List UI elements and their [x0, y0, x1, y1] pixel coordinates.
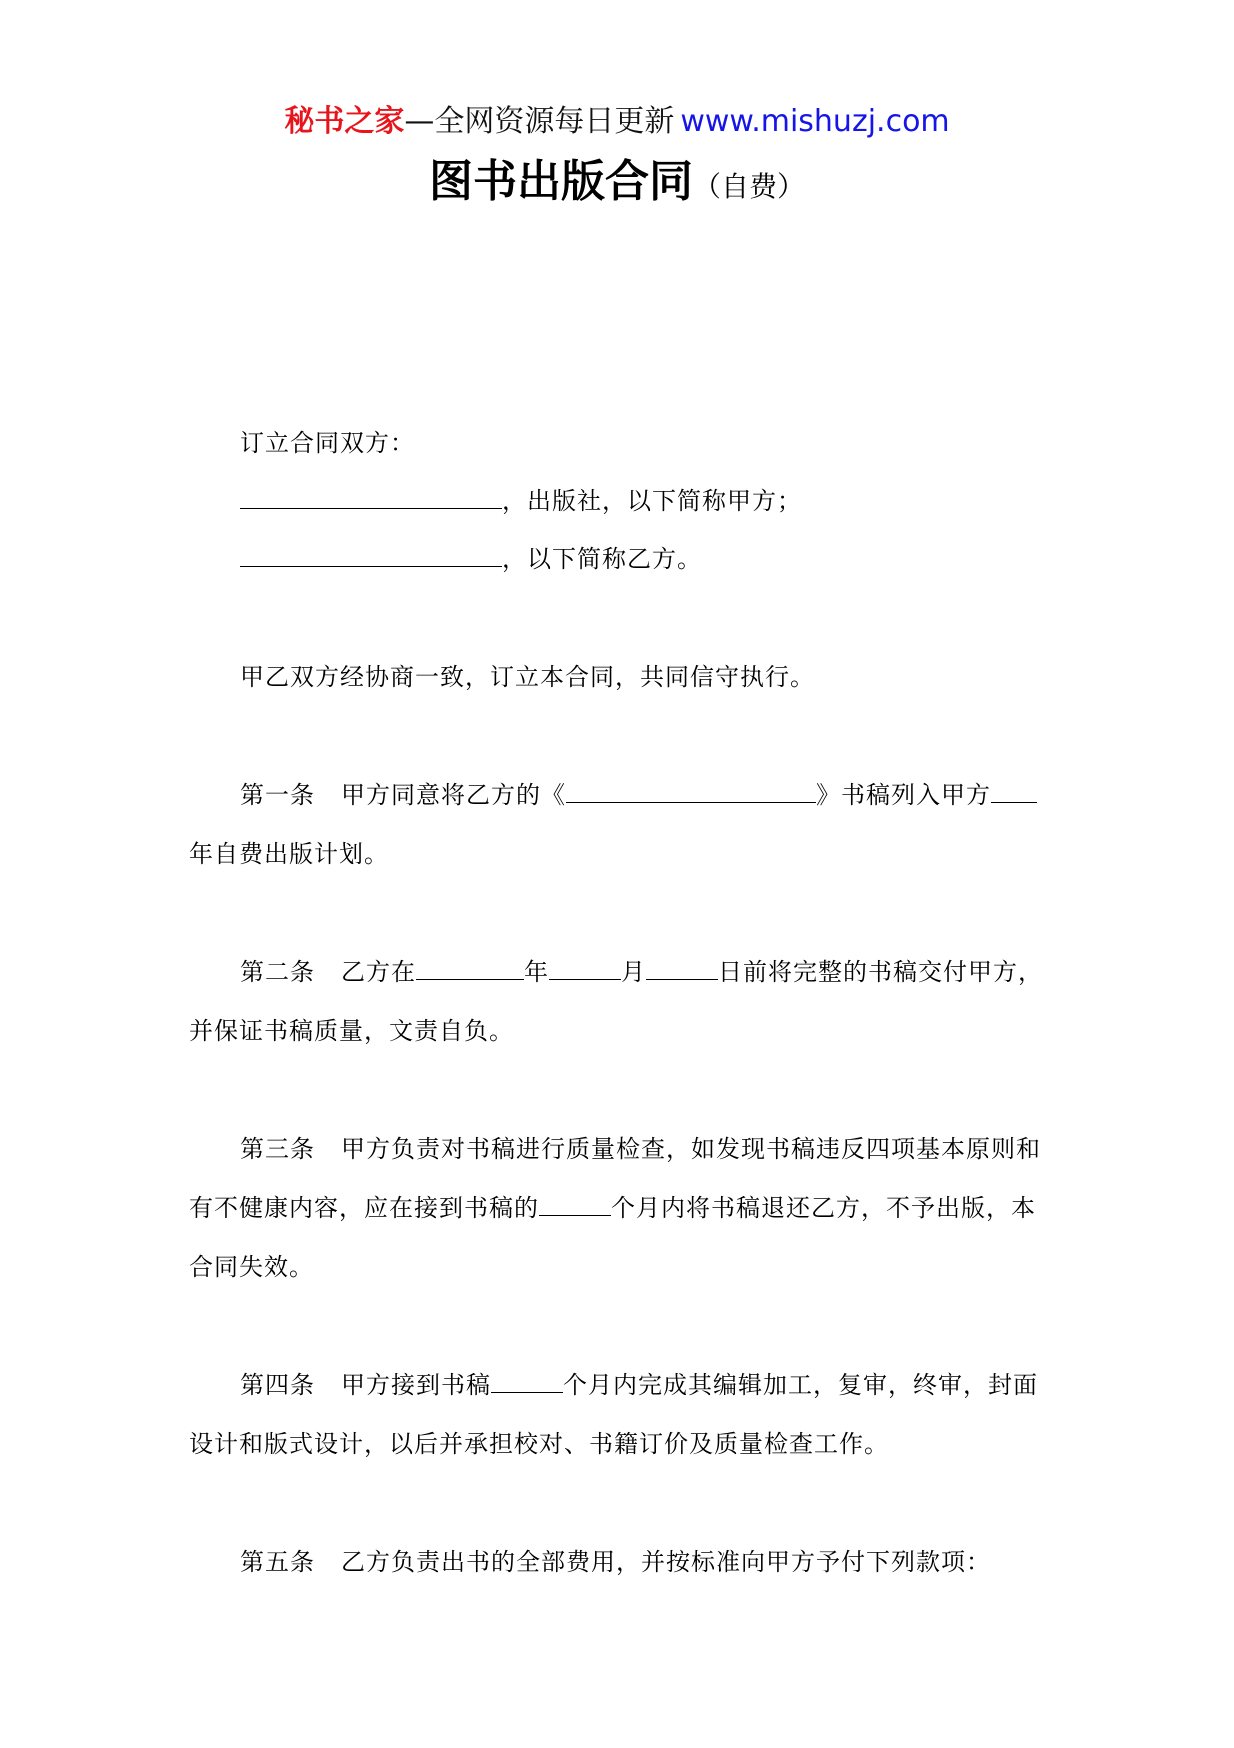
article-5-number: 第五条 — [240, 1548, 315, 1576]
delivery-day-blank — [646, 953, 718, 980]
return-months-blank — [539, 1189, 611, 1216]
party-a-blank — [240, 482, 502, 509]
party-b-line — [240, 530, 1096, 589]
article-2-text-3: 月 — [621, 958, 646, 986]
article-3-text-2: 有不健康内容，应在接到书稿的 — [189, 1194, 539, 1222]
year-blank — [991, 776, 1037, 803]
document-title — [0, 152, 1234, 212]
party-b-blank — [240, 540, 502, 567]
article-3-line-2 — [189, 1179, 1045, 1238]
article-1-text-2: 》书稿列入甲方 — [816, 781, 991, 809]
header-slogan: —全网资源每日更新 — [404, 104, 675, 139]
article-3-line-3: 合同失效。 — [189, 1253, 314, 1281]
article-2-line-1 — [240, 943, 1096, 1002]
article-2-text-1: 乙方在 — [341, 958, 416, 986]
article-5-text-1: 乙方负责出书的全部费用，并按标准向甲方予付下列款项： — [341, 1548, 991, 1576]
title-sub: （自费） — [692, 170, 805, 203]
article-3-text-3: 个月内将书稿退还乙方，不予出版，本 — [611, 1194, 1036, 1222]
party-b-suffix: ，以下简称乙方。 — [502, 545, 702, 573]
article-2-text-2: 年 — [524, 958, 549, 986]
party-a-suffix: ，出版社，以下简称甲方； — [502, 487, 802, 515]
article-4-line-2: 设计和版式设计，以后并承担校对、书籍订价及质量检查工作。 — [189, 1430, 889, 1458]
party-a-line — [240, 472, 1096, 531]
article-5-line-1 — [240, 1533, 1096, 1592]
title-main: 图书出版合同 — [428, 156, 693, 207]
book-title-blank — [566, 776, 816, 803]
article-1-line-2: 年自费出版计划。 — [189, 840, 389, 868]
article-2-number: 第二条 — [240, 958, 315, 986]
article-4-text-2: 个月内完成其编辑加工，复审，终审，封面 — [563, 1371, 1038, 1399]
article-2-line-2: 并保证书稿质量，文责自负。 — [189, 1017, 514, 1045]
delivery-year-blank — [416, 953, 524, 980]
article-2-text-4: 日前将完整的书稿交付甲方， — [718, 958, 1043, 986]
article-3-text-1: 甲方负责对书稿进行质量检查，如发现书稿违反四项基本原则和 — [341, 1135, 1041, 1163]
article-3-line-1 — [240, 1120, 1096, 1179]
brand-name: 秘书之家 — [284, 104, 405, 139]
editing-months-blank — [491, 1366, 563, 1393]
site-url-link[interactable]: www.mishuzj.com — [680, 104, 950, 139]
article-1-text-1: 甲方同意将乙方的《 — [341, 781, 566, 809]
article-4-number: 第四条 — [240, 1371, 315, 1399]
article-4-text-1: 甲方接到书稿 — [341, 1371, 491, 1399]
preamble: 甲乙双方经协商一致，订立本合同，共同信守执行。 — [240, 663, 815, 691]
article-3-number: 第三条 — [240, 1135, 315, 1163]
article-4-line-1 — [240, 1356, 1096, 1415]
site-header — [0, 102, 1234, 142]
parties-intro: 订立合同双方： — [240, 429, 415, 457]
article-1-number: 第一条 — [240, 781, 315, 809]
article-1-line-1 — [240, 766, 1096, 825]
delivery-month-blank — [549, 953, 621, 980]
